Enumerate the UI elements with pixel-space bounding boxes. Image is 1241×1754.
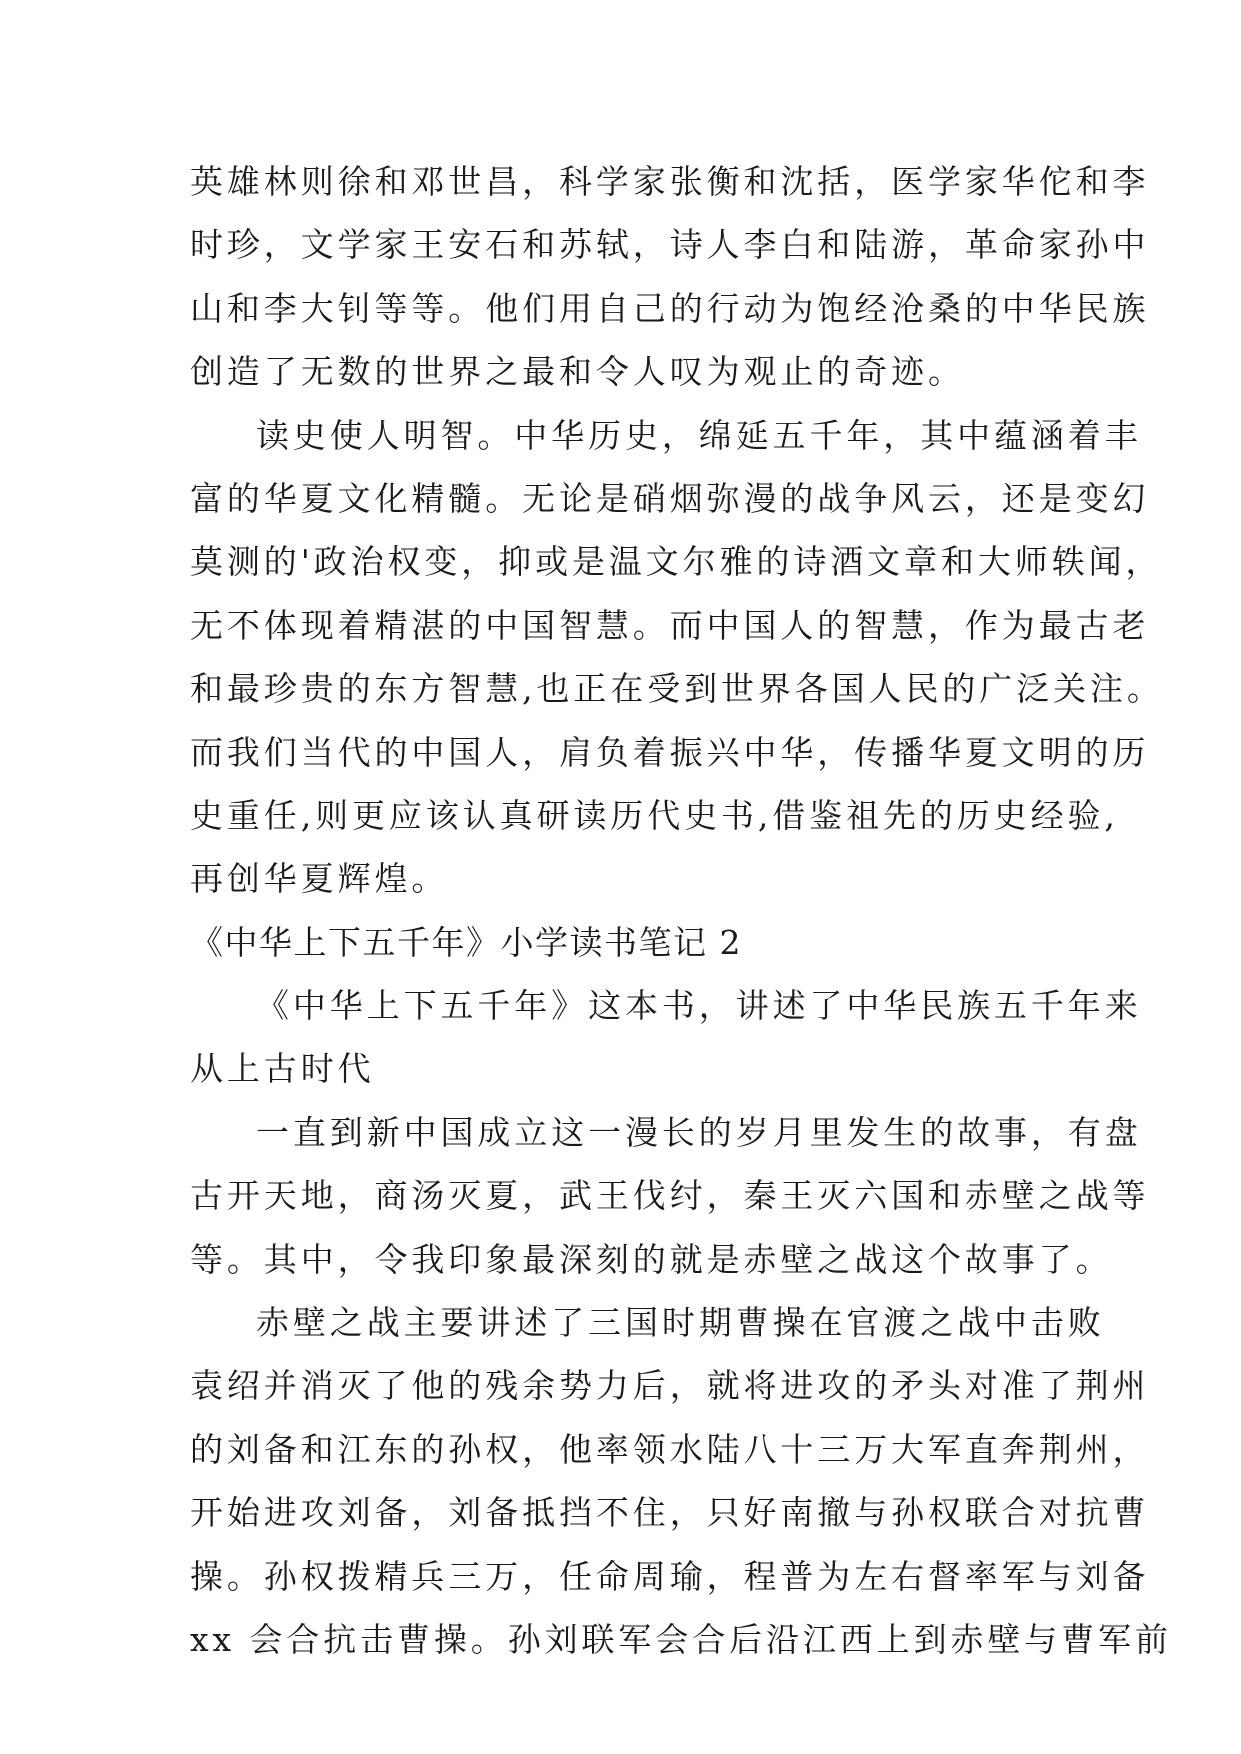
text-line: 和最珍贵的东方智慧,也正在受到世界各国人民的广泛关注。: [190, 669, 1164, 709]
text-line: 一直到新中国成立这一漫长的岁月里发生的故事，有盘: [256, 1112, 1142, 1152]
text-line: 而我们当代的中国人，肩负着振兴中华，传播华夏文明的历: [190, 732, 1150, 772]
text-line: 时珍，文学家王安石和苏轼，诗人李白和陆游，革命家孙中: [190, 225, 1150, 265]
paragraph-reading-history: [190, 404, 1164, 911]
text-line: 的刘备和江东的孙权，他率领水陆八十三万大军直奔荆州，: [190, 1429, 1150, 1469]
text-line: 等。其中，令我印象最深刻的就是赤壁之战这个故事了。: [190, 1239, 1113, 1279]
text-line: 再创华夏辉煌。: [190, 859, 449, 899]
text-line: 《中华上下五千年》这本书，讲述了中华民族五千年来: [256, 986, 1142, 1026]
text-line: 莫测的'政治权变，抑或是温文尔雅的诗酒文章和大师轶闻，: [190, 542, 1163, 582]
paragraph-heroes: [190, 150, 1150, 404]
paragraph-stories: [190, 1101, 1150, 1291]
text-line: 读史使人明智。中华历史，绵延五千年，其中蕴涵着丰: [256, 415, 1142, 455]
section-heading: 《中华上下五千年》小学读书笔记 2: [190, 922, 742, 962]
text-line: 富的华夏文化精髓。无论是硝烟弥漫的战争风云，还是变幻: [190, 478, 1150, 518]
paragraph-red-cliffs: [190, 1291, 1172, 1671]
paragraph-book-intro: [190, 974, 1142, 1101]
text-line: 开始进攻刘备，刘备抵挡不住，只好南撤与孙权联合对抗曹: [190, 1493, 1150, 1533]
text-line: 无不体现着精湛的中国智慧。而中国人的智慧，作为最古老: [190, 605, 1150, 645]
text-line: 袁绍并消灭了他的残余势力后，就将进攻的矛头对准了荆州: [190, 1366, 1150, 1406]
text-line: 英雄林则徐和邓世昌，科学家张衡和沈括，医学家华佗和李: [190, 162, 1150, 201]
text-line: 古开天地，商汤灭夏，武王伐纣，秦王灭六国和赤壁之战等: [190, 1176, 1150, 1216]
text-line: xx 会合抗击曹操。孙刘联军会合后沿江西上到赤壁与曹军前: [190, 1619, 1172, 1659]
text-line: 创造了无数的世界之最和令人叹为观止的奇迹。: [190, 352, 965, 392]
text-line: 从上古时代: [190, 1049, 375, 1089]
text-line: 赤壁之战主要讲述了三国时期曹操在官渡之战中击败: [256, 1303, 1105, 1343]
text-line: 操。孙权拨精兵三万，任命周瑜，程普为左右督率军与刘备: [190, 1556, 1150, 1596]
document-body: [190, 150, 1172, 1671]
text-line: 史重任,则更应该认真研读历代史书,借鉴祖先的历史经验,: [190, 795, 1119, 835]
text-line: 山和李大钊等等。他们用自己的行动为饱经沧桑的中华民族: [190, 288, 1150, 328]
